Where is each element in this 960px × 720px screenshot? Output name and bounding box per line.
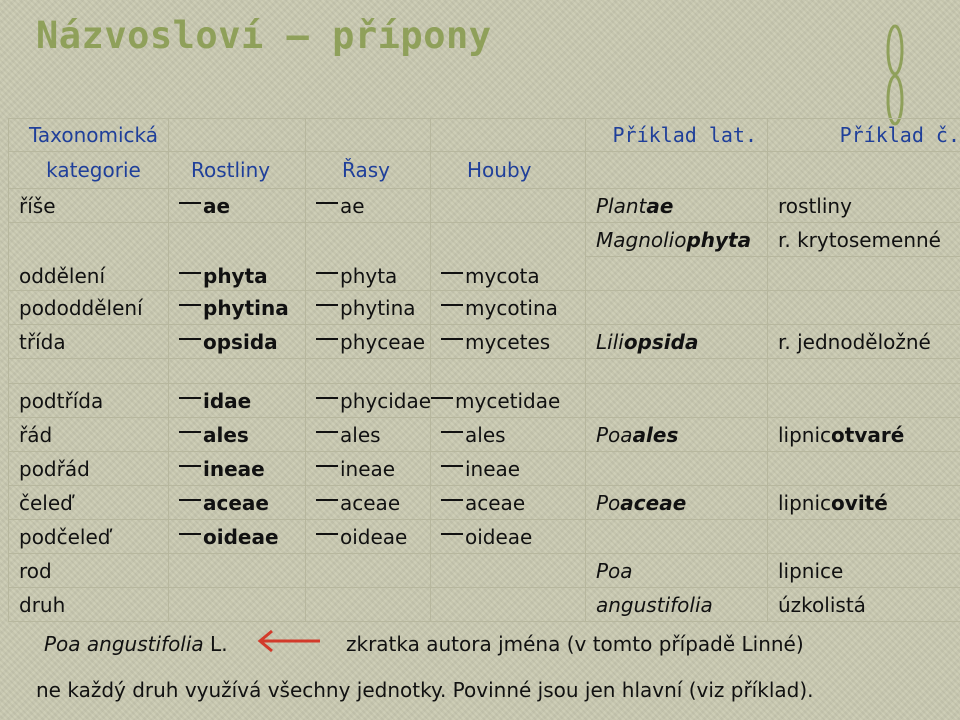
table-row-spacer xyxy=(9,359,960,384)
suffix-rostliny: ales xyxy=(203,422,249,447)
example-latin: angustifolia xyxy=(586,588,768,622)
example-czech: lipnice xyxy=(768,554,960,588)
header-row-1 xyxy=(9,119,960,152)
header-category-line1: Taxonomická xyxy=(9,119,169,152)
suffix-houby: mycota xyxy=(465,264,540,288)
left-arrow-icon xyxy=(252,628,322,654)
table-row xyxy=(9,223,960,257)
header-row-2 xyxy=(9,152,960,189)
example-latin-stem: Poa xyxy=(596,422,633,447)
example-czech-stem: lipnic xyxy=(778,422,832,447)
author-abbreviation: L. xyxy=(203,632,228,656)
header-rostliny: Rostliny xyxy=(169,152,306,189)
taxonomy-table xyxy=(8,118,960,622)
example-latin-suffix: aceae xyxy=(620,490,687,515)
example-latin-stem: Lili xyxy=(596,329,624,354)
suffix-rasy: phyceae xyxy=(340,329,426,354)
category-cell: oddělení xyxy=(9,223,169,291)
suffix-rostliny: phytina xyxy=(203,295,289,320)
category-cell: podřád xyxy=(9,452,169,486)
example-czech: r. krytosemenné xyxy=(778,227,941,252)
suffix-rostliny: phyta xyxy=(203,264,268,288)
example-latin-suffix: ales xyxy=(632,422,679,447)
category-cell: třída xyxy=(9,325,169,359)
suffix-rasy: ineae xyxy=(340,456,396,481)
suffix-rasy: ales xyxy=(340,422,381,447)
suffix-rasy: phycidae xyxy=(340,388,432,413)
suffix-rasy: oideae xyxy=(340,524,408,549)
example-czech-suffix: otvaré xyxy=(831,422,905,447)
example-latin-suffix: phyta xyxy=(686,227,752,252)
category-cell: druh xyxy=(9,588,169,622)
suffix-rostliny: ae xyxy=(203,193,231,218)
table-row xyxy=(9,189,960,223)
header-houby: Houby xyxy=(431,152,586,189)
table-row xyxy=(9,554,960,588)
suffix-houby: mycetes xyxy=(465,329,551,354)
category-cell: podčeleď xyxy=(9,520,169,554)
example-latin-stem: Plant xyxy=(596,193,647,218)
suffix-houby: mycotina xyxy=(465,295,558,320)
category-cell: čeleď xyxy=(9,486,169,520)
suffix-houby: mycetidae xyxy=(455,388,561,413)
header-category-line2: kategorie xyxy=(9,152,169,189)
category-cell: pododdělení xyxy=(9,291,169,325)
suffix-rostliny: ineae xyxy=(203,456,265,481)
suffix-rasy: phytina xyxy=(340,295,416,320)
suffix-rostliny: opsida xyxy=(203,329,278,354)
footnote: ne každý druh využívá všechny jednotky. Povinné jsou jen hlavní (viz příklad). xyxy=(36,678,814,702)
category-cell: rod xyxy=(9,554,169,588)
suffix-rasy: aceae xyxy=(340,490,401,515)
example-czech: rostliny xyxy=(778,193,852,218)
example-czech-stem: lipnic xyxy=(778,490,832,515)
table-row xyxy=(9,520,960,554)
table-row xyxy=(9,291,960,325)
category-cell: říše xyxy=(9,189,169,223)
suffix-rostliny: oideae xyxy=(203,524,279,549)
header-example-czech: Příklad č. xyxy=(768,119,960,152)
suffix-houby: ineae xyxy=(465,456,521,481)
example-latin: Poa xyxy=(586,554,768,588)
example-latin-suffix: ae xyxy=(646,193,674,218)
example-czech: r. jednoděložné xyxy=(778,329,931,354)
table-row xyxy=(9,452,960,486)
suffix-rostliny: idae xyxy=(203,388,252,413)
author-note: zkratka autora jména (v tomto případě Linné) xyxy=(346,632,804,656)
header-rasy: Řasy xyxy=(306,152,431,189)
binder-rings-icon xyxy=(880,20,910,130)
table-row xyxy=(9,384,960,418)
suffix-rasy: phyta xyxy=(340,264,398,288)
header-example-latin: Příklad lat. xyxy=(586,119,768,152)
example-czech-suffix: ovité xyxy=(831,490,888,515)
table-row xyxy=(9,486,960,520)
suffix-houby: aceae xyxy=(465,490,526,515)
species-name-example xyxy=(44,632,228,656)
example-czech: úzkolistá xyxy=(768,588,960,622)
page-title: Názvosloví – přípony xyxy=(36,14,492,57)
suffix-rasy: ae xyxy=(340,193,365,218)
table-row xyxy=(9,325,960,359)
species-name-italic: Poa angustifolia xyxy=(44,632,204,656)
example-latin-stem: Po xyxy=(596,490,621,515)
example-latin-stem: Magnolio xyxy=(596,227,687,252)
table-row xyxy=(9,588,960,622)
suffix-houby: ales xyxy=(465,422,506,447)
example-latin-suffix: opsida xyxy=(623,329,699,354)
suffix-rostliny: aceae xyxy=(203,490,269,515)
category-cell: podtřída xyxy=(9,384,169,418)
suffix-houby: oideae xyxy=(465,524,533,549)
table-row xyxy=(9,418,960,452)
category-cell: řád xyxy=(9,418,169,452)
